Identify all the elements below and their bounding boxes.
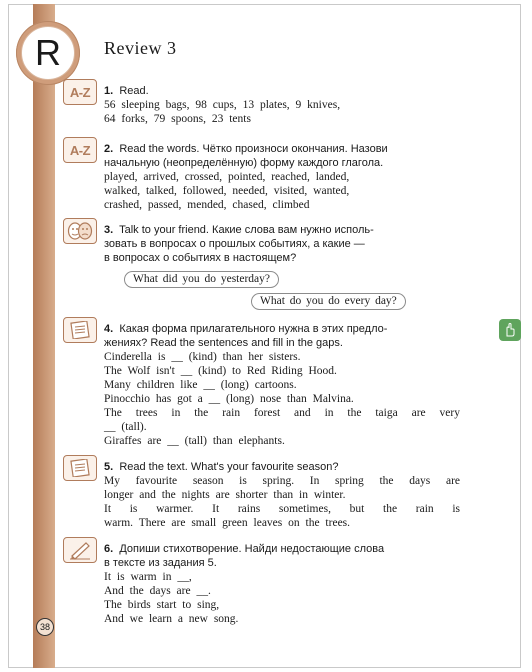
task-number: 4. [104,323,114,335]
task-instruction: Talk to your friend. Какие слова вам нужно исполь- [119,224,374,236]
a-z-icon: A-Z [63,79,97,105]
task-text-line: longer and the nights are shorter than in winter. [104,489,346,501]
task-instruction: Какая форма прилагательного нужна в этих предло- [119,323,388,335]
hand-icon [504,323,516,337]
task-number: 5. [104,461,114,473]
task-instruction: жениях? Read the sentences and fill in the gaps. [104,337,343,349]
task-text-line: crashed, passed, mended, chased, climbed [104,199,310,211]
task-number: 6. [104,543,114,555]
speech-bubble: What do you do every day? [251,293,406,310]
task-instruction: начальную (неопределённую) форму каждого глагола. [104,157,384,169]
task-text-line: 56 sleeping bags, 98 cups, 13 plates, 9 knives, [104,99,341,111]
page-number: 38 [36,618,54,636]
task-number: 1. [104,85,114,97]
task-instruction: Read the words. Чётко произноси окончания. Назови [119,143,388,155]
task-text-line: The birds start to sing, [104,599,220,611]
task-2 [104,142,460,212]
task-instruction: Read. [119,85,149,97]
masks-icon [63,218,97,244]
task-number: 3. [104,224,114,236]
task-5 [104,460,460,530]
task-3 [104,223,460,265]
task-text-line: And the days are __. [104,585,211,597]
task-4 [104,322,460,448]
task-instruction: в вопросах о событиях в настоящем? [104,252,297,264]
task-text-line: Giraffes are __ (tall) than elephants. [104,435,285,447]
pen-icon [63,537,97,563]
task-text-line: Cinderella is __ (kind) than her sisters. [104,351,301,363]
task-text-line: warm. There are small green leaves on the trees. [104,517,351,529]
task-text-line: It is warm in __, [104,571,192,583]
side-tab[interactable] [499,319,521,341]
notebook-icon [63,317,97,343]
task-text-line: Many children like __ (long) cartoons. [104,379,297,391]
margin-strip [33,4,55,668]
task-number: 2. [104,143,114,155]
task-text-line: 64 forks, 79 spoons, 23 tents [104,113,251,125]
task-text-line: Pinocchio has got a __ (long) nose than Malvina. [104,393,354,405]
speech-bubble: What did you do yesterday? [124,271,279,288]
task-1 [104,84,460,126]
task-text-line: And we learn a new song. [104,613,239,625]
task-instruction: зовать в вопросах о прошлых событиях, а какие — [104,238,365,250]
task-text-line: played, arrived, crossed, pointed, reached, landed, [104,171,350,183]
task-text-line: The trees in the rain forest and in the taiga are very [104,407,460,419]
notebook-icon [63,455,97,481]
task-instruction: в тексте из задания 5. [104,557,217,569]
page-title: Review 3 [104,38,177,58]
task-instruction: Read the text. What's your favourite season? [119,461,339,473]
badge-letter: R [21,26,75,80]
task-text-line: walked, talked, followed, needed, visited, wanted, [104,185,350,197]
task-text-line: __ (tall). [104,421,147,433]
task-text-line: My favourite season is spring. In spring the days are [104,475,460,487]
a-z-icon: A-Z [63,137,97,163]
task-instruction: Допиши стихотворение. Найди недостающие слова [119,543,385,555]
task-text-line: It is warmer. It rains sometimes, but the rain is [104,503,460,515]
task-6 [104,542,460,626]
task-text-line: The Wolf isn't __ (kind) to Red Riding Hood. [104,365,337,377]
review-badge [16,21,80,85]
